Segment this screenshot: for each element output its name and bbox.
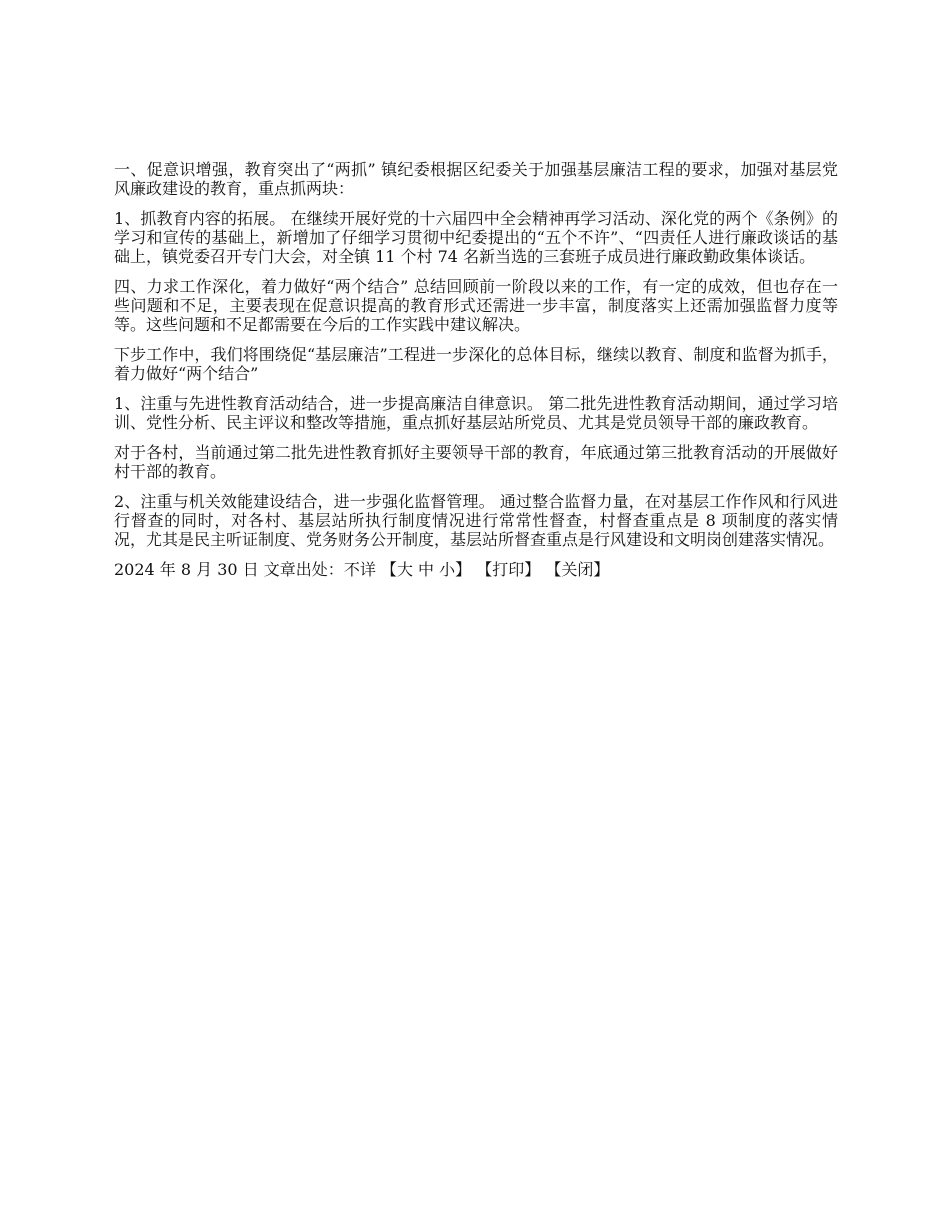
article-paragraph-7: 2、注重与机关效能建设结合，进一步强化监督管理。 通过整合监督力量，在对基层工作作风和行风进行督查的同时，对各村、基层站所执行制度情况进行常常性督查，村督查重点是 8 项制度的落实情况，尤其是民主听证制度、党务财务公开制度，基层站所督查重点是行风建设和文明岗创建落实情况。 <box>114 492 838 549</box>
article-paragraph-6: 对于各村，当前通过第二批先进性教育抓好主要领导干部的教育，年底通过第三批教育活动的开展做好村干部的教育。 <box>114 443 838 481</box>
font-size-close-bracket: 】 <box>455 560 472 579</box>
print-link[interactable]: 【打印】 <box>476 560 541 579</box>
font-size-medium-link[interactable]: 中 <box>418 560 435 579</box>
font-size-large-link[interactable]: 大 <box>396 560 413 579</box>
article-paragraph-1: 一、促意识增强，教育突出了“两抓” 镇纪委根据区纪委关于加强基层廉洁工程的要求，加强对基层党风廉政建设的教育，重点抓两块： <box>114 160 838 198</box>
font-size-open-bracket: 【 <box>380 560 397 579</box>
article-page <box>114 160 838 579</box>
publish-date: 2024 年 8 月 30 日 <box>114 560 259 579</box>
article-footer <box>114 560 838 579</box>
article-paragraph-4: 下步工作中，我们将围绕促“基层廉洁”工程进一步深化的总体目标，继续以教育、制度和监督为抓手，着力做好“两个结合” <box>114 345 838 383</box>
source-label: 文章出处： <box>263 560 344 579</box>
article-paragraph-3: 四、力求工作深化，着力做好“两个结合” 总结回顾前一阶段以来的工作，有一定的成效，但也存在一些问题和不足，主要表现在促意识提高的教育形式还需进一步丰富，制度落实上还需加强监督力度等等。这些问题和不足都需要在今后的工作实践中建议解决。 <box>114 277 838 334</box>
article-paragraph-5: 1、注重与先进性教育活动结合，进一步提高廉洁自律意识。 第二批先进性教育活动期间，通过学习培训、党性分析、民主评议和整改等措施，重点抓好基层站所党员、尤其是党员领导干部的廉政教育。 <box>114 394 838 432</box>
article-paragraph-2: 1、抓教育内容的拓展。 在继续开展好党的十六届四中全会精神再学习活动、深化党的两个《条例》的学习和宣传的基础上，新增加了仔细学习贯彻中纪委提出的“五个不许”、“四责任人进行廉政谈话的基础上，镇党委召开专门大会，对全镇 11 个村 74 名新当选的三套班子成员进行廉政勤政集体谈话。 <box>114 209 838 266</box>
close-link[interactable]: 【关闭】 <box>545 560 610 579</box>
source-value: 不详 <box>343 560 376 579</box>
font-size-small-link[interactable]: 小 <box>439 560 456 579</box>
